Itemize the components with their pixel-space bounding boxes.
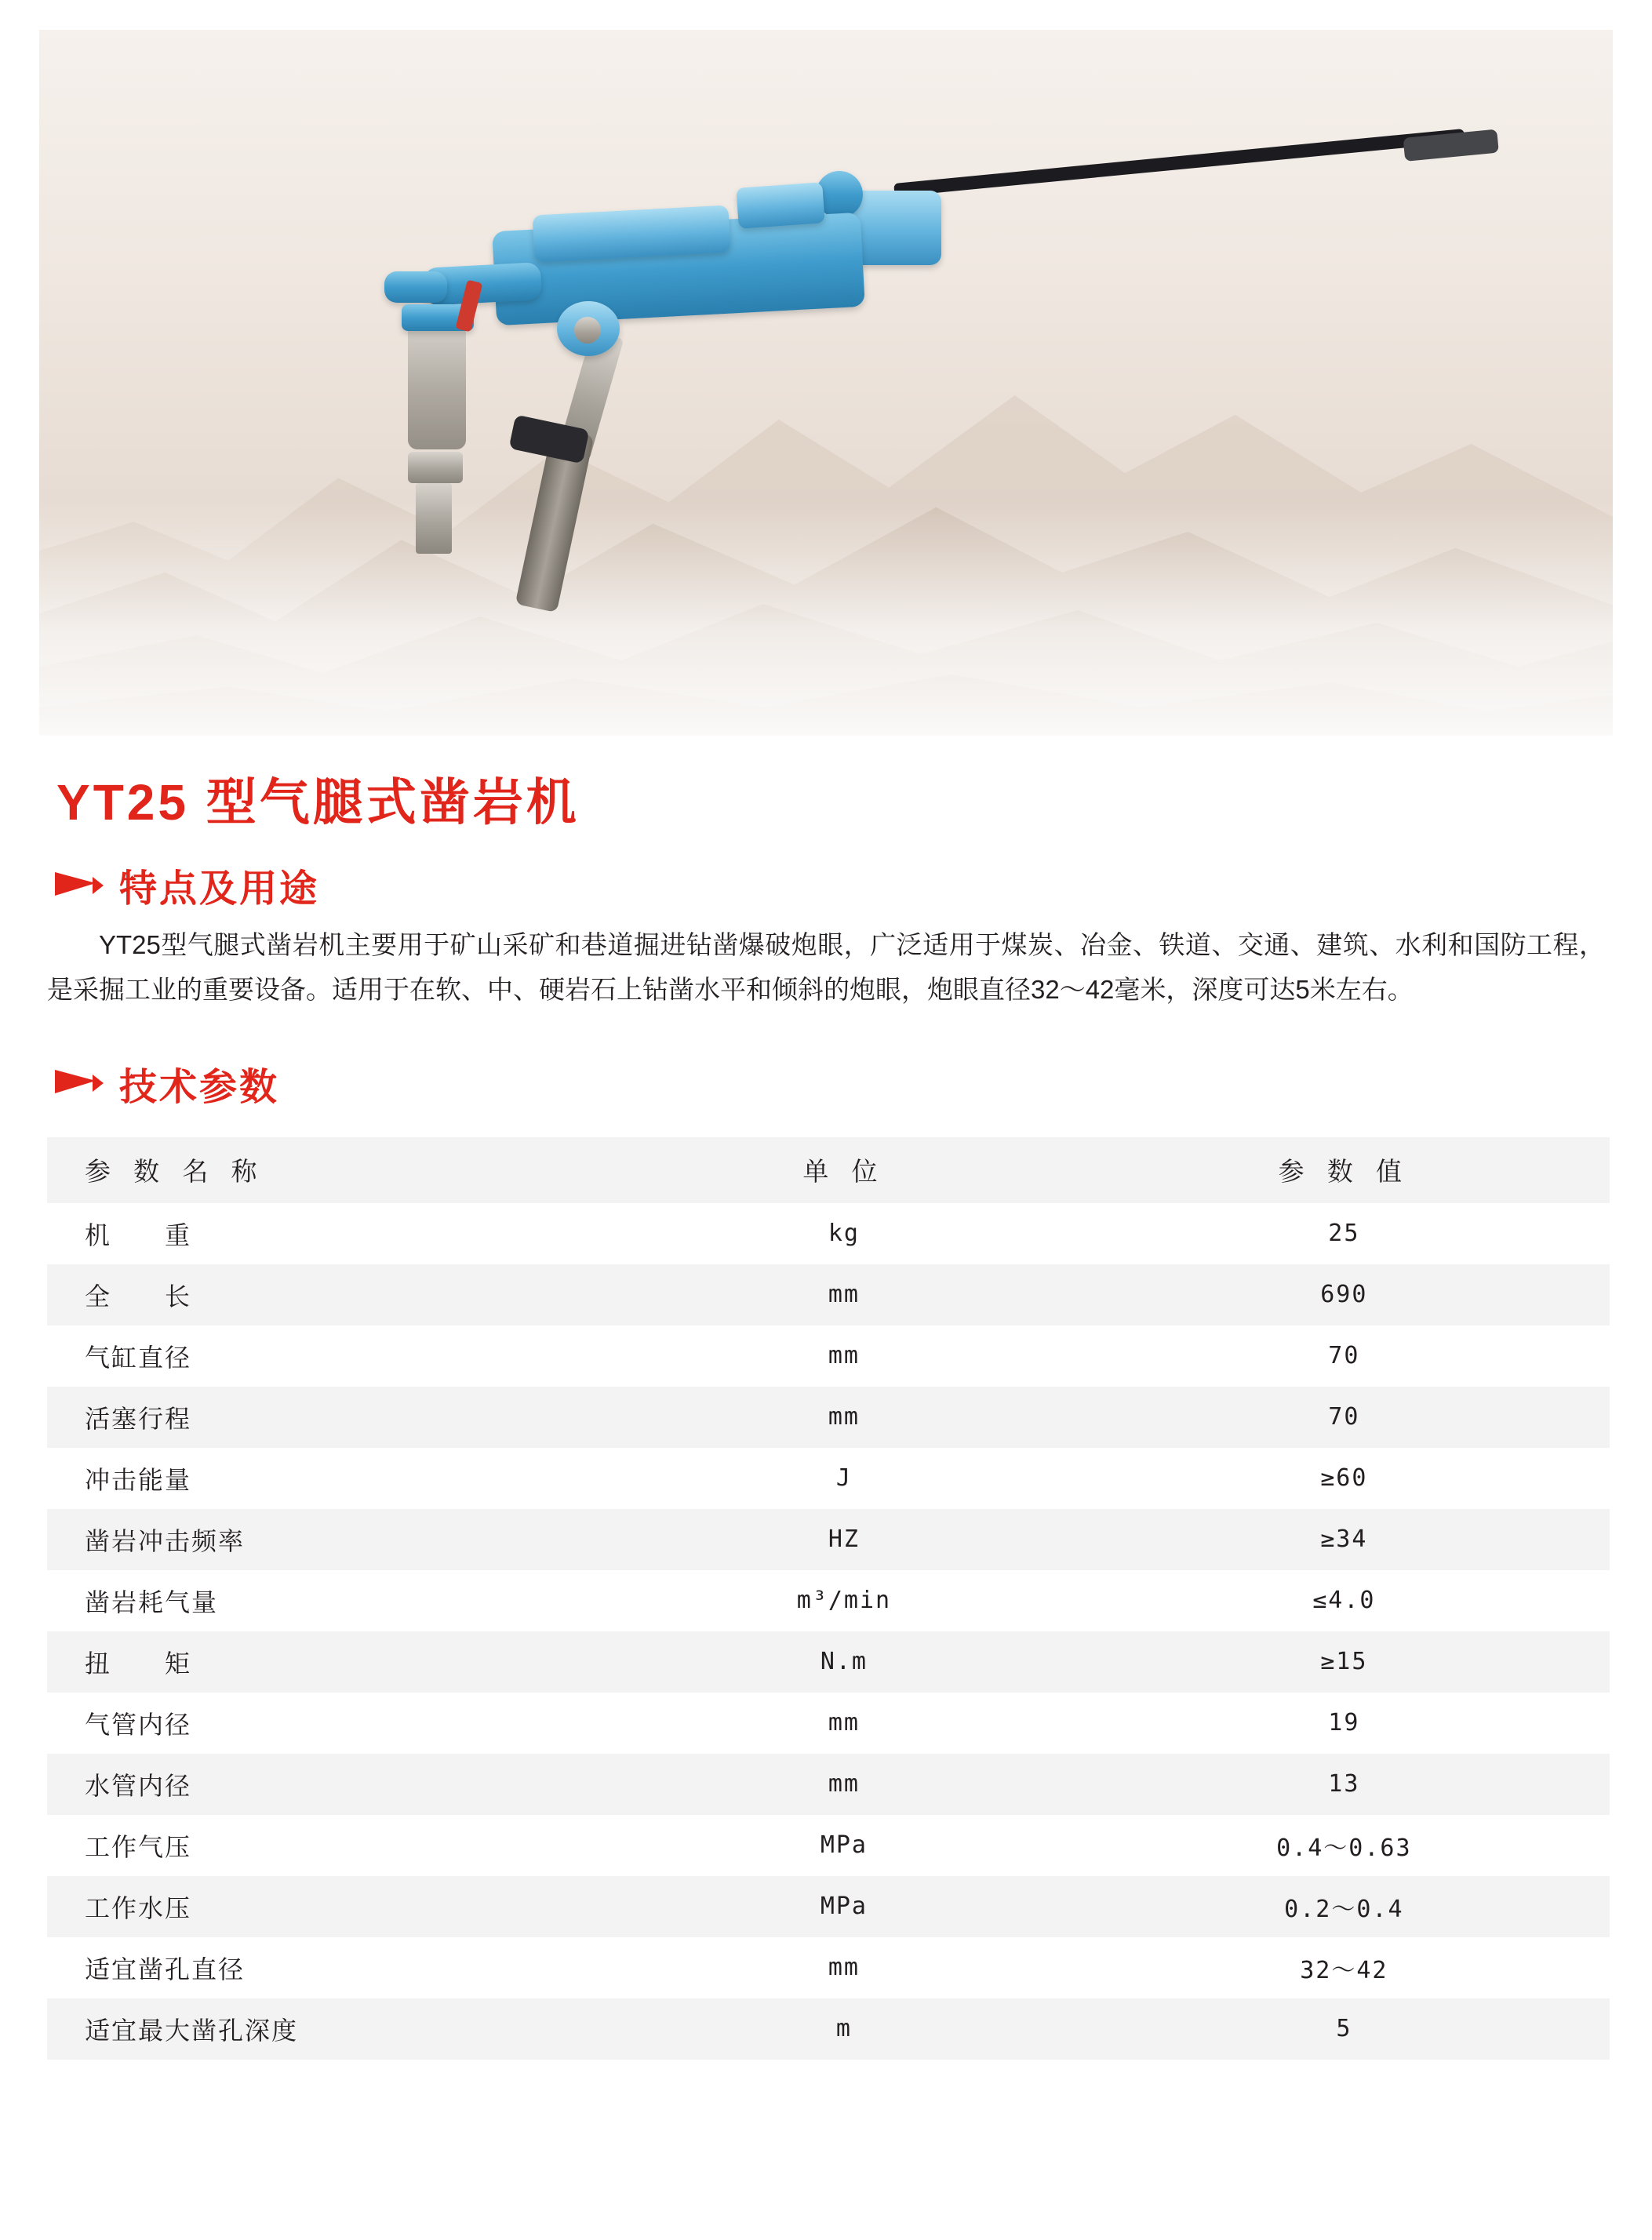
table-row [47, 1325, 1610, 1387]
param-value: 690 [1320, 1281, 1368, 1308]
param-unit: mm [828, 1709, 860, 1736]
param-value: 32～42 [1300, 1956, 1388, 1984]
param-value: ≥15 [1320, 1648, 1368, 1675]
param-name: 适宜最大凿孔深度 [85, 2016, 299, 2045]
hero-image [39, 30, 1613, 736]
water-tube [416, 483, 452, 554]
param-unit: mm [828, 1342, 860, 1369]
arrow-marker-icon [55, 1067, 104, 1100]
section-heading-features [55, 858, 1652, 912]
throttle-lever [384, 271, 447, 303]
ribbed-section [736, 182, 824, 229]
intro-paragraph: YT25型气腿式凿岩机主要用于矿山采矿和巷道掘进钻凿爆破炮眼，广泛适用于煤炭、冶金、铁道、交通、建筑、水利和国防工程，是采掘工业的重要设备。适用于在软、中、硬岩石上钻凿水平和倾斜的炮眼，炮眼直径32～42毫米，深度可达5米左右。 [47, 930, 1605, 1004]
param-value: 5 [1336, 2015, 1352, 2042]
param-name: 气缸直径 [85, 1343, 192, 1372]
rock-drill-illustration [298, 147, 1490, 696]
table-row [47, 1387, 1610, 1448]
param-name: 活塞行程 [85, 1404, 192, 1433]
param-unit: MPa [820, 1831, 868, 1859]
table-row [47, 1754, 1610, 1815]
param-unit: mm [828, 1770, 860, 1798]
pivot-bolt [574, 317, 601, 344]
arrow-marker-icon [55, 869, 104, 902]
param-unit: mm [828, 1403, 860, 1431]
header-unit: 单 位 [802, 1157, 886, 1186]
page-title: YT25 型气腿式凿岩机 [56, 774, 580, 831]
section-label-features: 特点及用途 [119, 868, 320, 910]
param-name: 适宜凿孔直径 [85, 1955, 246, 1984]
hose-fitting [408, 452, 463, 483]
param-name: 工作气压 [85, 1832, 192, 1861]
param-value: 0.4～0.63 [1276, 1834, 1412, 1862]
spec-table-head [47, 1137, 1610, 1203]
param-value: 0.2～0.4 [1284, 1895, 1404, 1923]
param-unit: MPa [820, 1893, 868, 1920]
spec-table [47, 1137, 1610, 2060]
param-name: 凿岩冲击频率 [85, 1526, 246, 1555]
param-value: ≥60 [1320, 1464, 1368, 1492]
table-row [47, 1203, 1610, 1264]
param-unit: mm [828, 1281, 860, 1308]
table-header-row [47, 1137, 1610, 1203]
param-name: 工作水压 [85, 1893, 192, 1922]
param-value: ≥34 [1320, 1525, 1368, 1553]
param-name: 凿岩耗气量 [85, 1587, 219, 1616]
product-datasheet-page [0, 30, 1652, 2091]
table-row [47, 1631, 1610, 1693]
param-name: 气管内径 [85, 1710, 192, 1739]
param-name: 机 重 [85, 1220, 192, 1249]
param-unit: m³/min [796, 1587, 892, 1614]
oil-lubricator [408, 316, 466, 449]
param-unit: HZ [828, 1525, 860, 1553]
section-heading-specs [55, 1056, 1652, 1111]
table-row [47, 1815, 1610, 1876]
param-unit: m [835, 2015, 852, 2042]
table-row [47, 1693, 1610, 1754]
param-value: 25 [1328, 1220, 1360, 1247]
param-unit: kg [828, 1220, 860, 1247]
param-unit: mm [828, 1954, 860, 1981]
table-row [47, 1264, 1610, 1325]
table-row [47, 1937, 1610, 1998]
table-row [47, 1509, 1610, 1570]
param-value: 13 [1328, 1770, 1360, 1798]
table-row [47, 1876, 1610, 1937]
section-label-specs: 技术参数 [119, 1066, 280, 1108]
header-value: 参 数 值 [1278, 1157, 1410, 1186]
param-name: 全 长 [85, 1282, 192, 1311]
table-row [47, 1998, 1610, 2060]
param-value: ≤4.0 [1312, 1587, 1376, 1614]
param-name: 冲击能量 [85, 1465, 192, 1494]
spec-table-body [47, 1203, 1610, 2060]
param-value: 70 [1328, 1342, 1360, 1369]
header-param-name: 参 数 名 称 [85, 1157, 265, 1186]
param-value: 70 [1328, 1403, 1360, 1431]
table-row [47, 1448, 1610, 1509]
param-name: 扭 矩 [85, 1649, 192, 1678]
param-value: 19 [1328, 1709, 1360, 1736]
table-row [47, 1570, 1610, 1631]
param-unit: J [835, 1464, 852, 1492]
param-unit: N.m [820, 1648, 868, 1675]
param-name: 水管内径 [85, 1771, 192, 1800]
